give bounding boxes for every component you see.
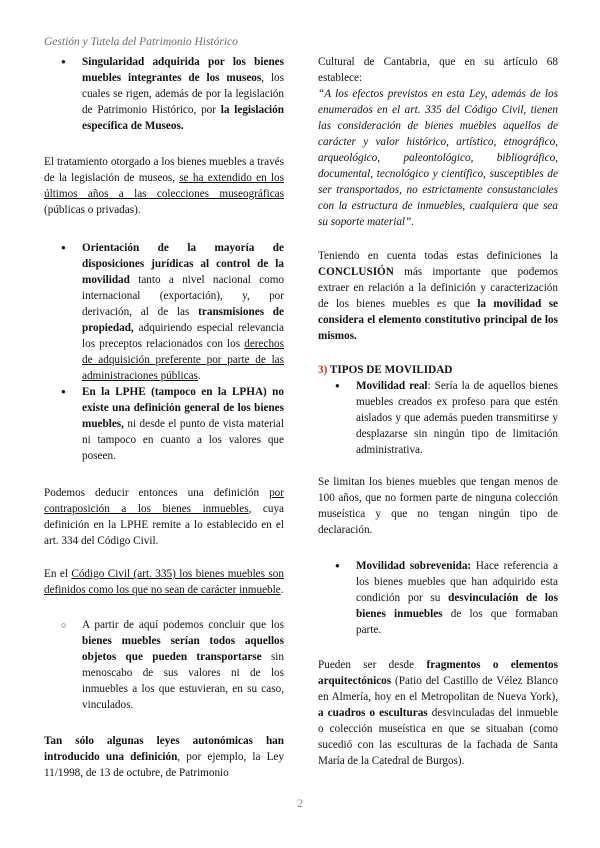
paragraph-limitan: Se limitan los bienes muebles que tengan menos de 100 años, que no formen parte de ninguna colección museística y que no tengan ningún tipo de declaración.: [318, 476, 558, 536]
paragraph-deducir: Podemos deducir entonces una definición por contraposición a los bienes inmuebles, cuya definición en la LPHE remite a lo establecido en el art. 334 del Código Civil.: [44, 487, 285, 547]
page-number: 2: [297, 796, 303, 810]
right-column: [318, 52, 558, 769]
paragraph-codigo-civil: En el Código Civil (art. 335) los bienes muebles son definidos como los que no sean de carácter inmueble.: [44, 568, 284, 596]
bullet-lphe: ● En la LPHE (tampoco en la LPHA) no existe una definición general de los bienes muebles, ni desde el punto de vista material ni tampoco en cuanto a los valores que poseen.: [44, 384, 284, 464]
bullet-concluir: ○ A partir de aquí podemos concluir que los bienes muebles serían todos aquellos objetos que pueden transportarse sin menoscabo de sus valores ni de los inmuebles a los que estuvieran, en su caso, vinculados.: [44, 617, 284, 713]
paragraph-tratamiento: El tratamiento otorgado a los bienes muebles a través de la legislación de museos, se ha extendido en los últimos años a las colecciones museográficas (públicas o privadas).: [44, 156, 284, 216]
bullet-singularidad: ● Singularidad adquirida por los bienes muebles integrantes de los museos, los cuales se rigen, además de por la legislación de Patrimonio Histórico, por la legislación específica de Museos.: [44, 54, 284, 134]
paragraph-conclusion: Teniendo en cuenta todas estas definiciones la CONCLUSIÓN más importante que podemos extraer en relación a la definición y caracterización de los bienes muebles es que la movilidad se considera el elemento constitutivo principal de los mismos.: [318, 250, 559, 342]
bullet-orientacion: ● Orientación de la mayoría de disposiciones jurídicas al control de la movilidad tanto a nivel nacional como internacional (exportación), y, por derivación, al de las transmisiones de propiedad, adquiriendo especial relevancia los preceptos relacionados con los derechos de adquisición preferente por parte de las administraciones públicas.: [44, 240, 284, 384]
section-heading-tipos-movilidad: 3) TIPOS DE MOVILIDAD: [318, 364, 453, 376]
paragraph-leyes-autonomicas: Tan sólo algunas leyes autonómicas han introducido una definición, por ejemplo, la Ley 11/1998, de 13 de octubre, de Patrimonio: [44, 735, 284, 779]
paragraph-fragmentos: Pueden ser desde fragmentos o elementos arquitectónicos (Patio del Castillo de Vélez Blanco en Almería, hoy en el Metropolitan de Nueva York), a cuadros o esculturas desvinculadas del inmueble o colección museística en que se situaban (como sucedió con las esculturas de la fachada de Santa María de la Catedral de Burgos).: [318, 659, 559, 767]
bullet-movilidad-sobrevenida: ● Movilidad sobrevenida: Hace referencia a los bienes muebles que han adquirido esta condición por su desvinculación de los bienes inmuebles de los que formaban parte.: [318, 558, 558, 638]
quote-articulo-68: “A los efectos previstos en esta Ley, además de los enumerados en el art. 335 del Código Civil, tienen las consideración de bienes muebles aquellos de carácter y valor histórico, artístico, etnográfico, arqueológico, paleontológico, bibliográfico, documental, tecnológico y científico, susceptibles de ser transportados, no estrictamente consustanciales con la estructura de inmuebles, cualquiera que sea su soporte material”.: [318, 88, 558, 228]
left-column: [44, 52, 284, 781]
bullet-movilidad-real: ● Movilidad real: Sería la de aquellos bienes muebles creados ex profeso para que estén aislados y que además pueden transmitirse y desplazarse sin ningún tipo de limitación administrativa.: [318, 378, 558, 458]
paragraph-cantabria: Cultural de Cantabria, que en su artículo 68 establece:: [318, 56, 558, 84]
page-header: Gestión y Tutela del Patrimonio Histórico: [44, 36, 238, 48]
